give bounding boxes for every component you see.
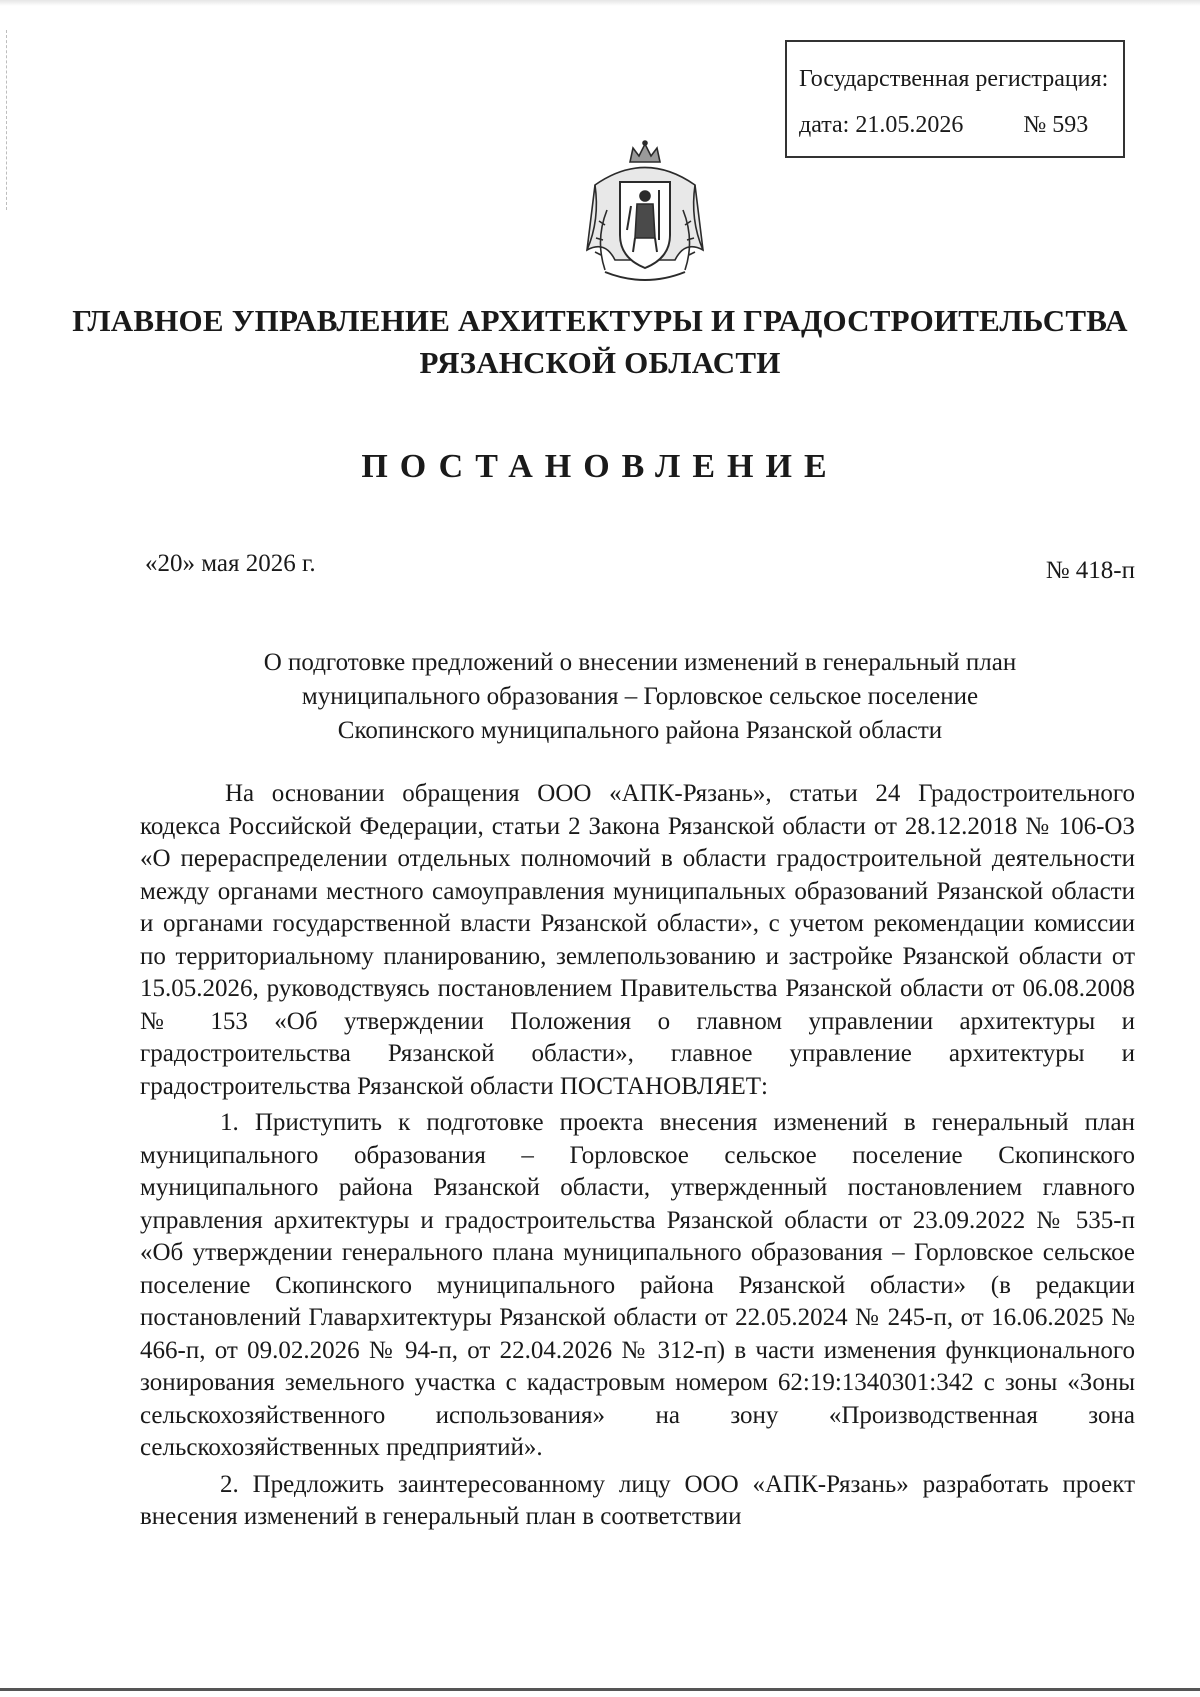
document-subject [140,646,1140,748]
scan-bottom-edge [0,1688,1200,1691]
document-body [140,778,1135,1538]
issuer-title [0,300,1200,384]
subject-line2: муниципального образования – Горловское сельское поселение [301,683,979,710]
issuer-title-line1: ГЛАВНОЕ УПРАВЛЕНИЕ АРХИТЕКТУРЫ И ГРАДОСТРОИТЕЛЬСТВА [72,303,1128,338]
subject-line3: Скопинского муниципального района Рязанской области [337,717,943,744]
document-date: «20» мая 2026 г. [145,550,316,577]
subject-line1: О подготовке предложений о внесении изменений в генеральный план [263,649,1017,676]
document-number: № 418-п [1045,557,1135,584]
body-item-1: 1. Приступить к подготовке проекта внесения изменений в генеральный план муниципального образования – Горловское сельское поселение Скопинского муниципального района Рязанской области, утвержденный постановлением главного управления архитектуры и градостроительства Рязанской области от 23.09.2022 № 535-п «Об утверждении генерального плана муниципального образования – Горловское сельское поселение Скопинского муниципального района Рязанской области» (в редакции постановлений Главархитектуры Рязанской области от 22.05.2024 № 245-п, от 16.06.2025 № 466-п, от 09.02.2026 № 94-п, от 22.04.2026 № 312-п) в части изменения функционального зонирования земельного участка с кадастровым номером 62:19:1340301:342 с зоны «Зоны сельскохозяйственного использования» на зону «Производственная зона сельскохозяйственных предприятий». [140,1109,1135,1461]
registration-label: Государственная регистрация: [799,66,1109,92]
registration-number: № 593 [1023,112,1089,138]
registration-date: дата: 21.05.2026 [799,112,964,138]
registration-details [799,102,1123,148]
scan-left-edge [6,30,8,210]
scan-top-edge [0,0,1200,6]
issuer-title-line2: РЯЗАНСКОЙ ОБЛАСТИ [419,345,781,380]
body-item-2: 2. Предложить заинтересованному лицу ООО «АПК-Рязань» разработать проект внесения изменений в генеральный план в соответствии [140,1470,1135,1530]
coat-of-arms-icon [575,140,715,290]
document-type: ПОСТАНОВЛЕНИЕ [361,448,839,485]
registration-stamp [785,40,1125,158]
body-intro-paragraph: На основании обращения ООО «АПК-Рязань», статьи 24 Градостроительного кодекса Российской Федерации, статьи 2 Закона Рязанской области от 28.12.2018 № 106-ОЗ «О перераспределении отдельных полномочий в области градостроительной деятельности между органами местного самоуправления муниципальных образований Рязанской области и органами государственной власти Рязанской области», с учетом рекомендации комиссии по территориальному планированию, землепользованию и застройке Рязанской области от 15.05.2026, руководствуясь постановлением Правительства Рязанской области от 06.08.2008 № 153 «Об утверждении Положения о главном управлении архитектуры и градостроительства Рязанской области», главное управление архитектуры и градостроительства Рязанской области ПОСТАНОВЛЯЕТ: [140,780,1135,1100]
